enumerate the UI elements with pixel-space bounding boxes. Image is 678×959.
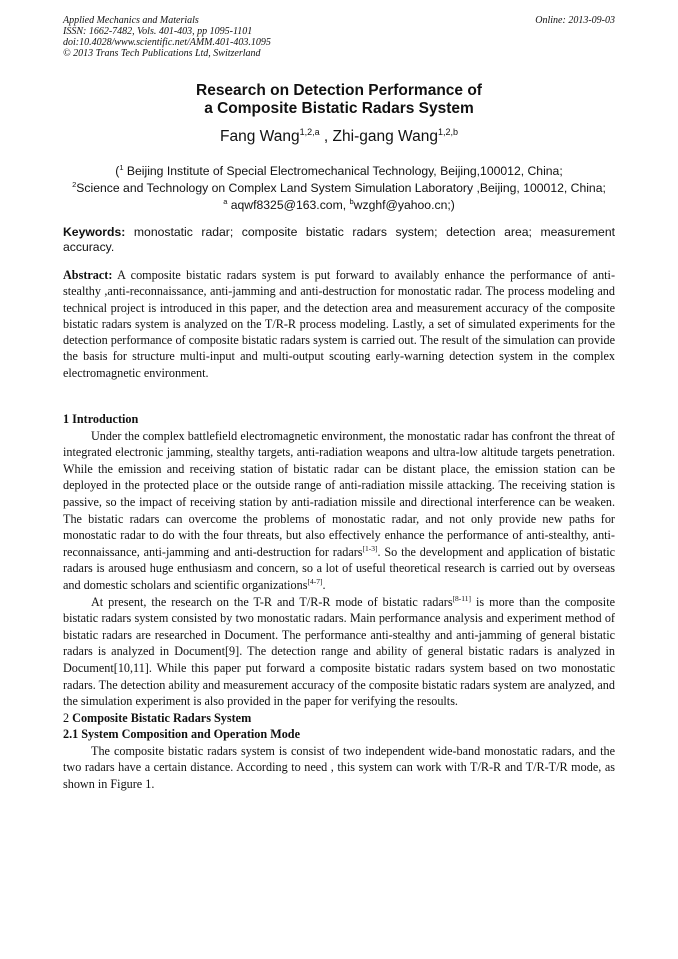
journal-header [63, 15, 271, 59]
affiliation-1 [63, 163, 615, 180]
section-title: Composite Bistatic Radars System [72, 710, 252, 725]
journal-name: Applied Mechanics and Materials [63, 15, 199, 26]
author-list [0, 128, 678, 146]
email-b: wzghf@yahoo.cn;) [353, 198, 455, 212]
affiliation-sup: 2 [72, 179, 77, 189]
section-heading-introduction: 1 Introduction [63, 412, 139, 426]
keywords [63, 225, 615, 255]
paragraph [63, 594, 615, 710]
online-date: Online: 2013-09-03 [535, 15, 615, 26]
title-line-2: a Composite Bistatic Radars System [204, 100, 474, 117]
affiliations [63, 163, 615, 214]
paper-title [0, 82, 678, 118]
title-line-1: Research on Detection Performance of [196, 82, 482, 99]
email-sup: a [223, 196, 228, 206]
subsection-heading: 2.1 System Composition and Operation Mode [63, 727, 300, 742]
paragraph-text: Under the complex battlefield electromagnetic environment, the monostatic radar has confront the threat of integrated electronic jamming, stealthy targets, anti-radiation weapons and ultra-low altitude targets penetration. While the emission and receiving station of bistatic radar can be distant place, the emission station can be deployed in the protected place or the outside range of anti-radiation missile attacking. The receiving station is passive, so the impact of receiving station by anti-radiation missile and directional interference can be weaken. The bistatic radars can overcome the problems of monostatic radar, and not only provide new paths for monostatic radar to do with the four threats, but also effectively enhance the performance of anti-stealthy, anti-reconnaissance, anti-jamming and anti-destruction for radars [63, 428, 615, 559]
paragraph-text: At present, the research on the T-R and T/R-R mode of bistatic radars [91, 594, 453, 609]
affiliation-text: Science and Technology on Complex Land System Simulation Laboratory ,Beijing, 100012, China; [76, 181, 606, 195]
abstract [63, 267, 615, 381]
keywords-label: Keywords: [63, 225, 126, 239]
paragraph-text: is more than the composite bistatic radars system consisted by two monostatic radars. Main performance analysis and experiment method of bistatic radars are researched in Document. The performance anti-stealthy and anti-jamming of general bistatic radars is analyzed in Document[9]. The detection range and ability of general bistatic radars is analyzed in Document[10,11]. While this paper put forward a composite bistatic radars system based on two monostatic radars. The detection ability and measurement accuracy of the composite bistatic radars system are analyzed, and the simulation experiment is also provided in the paper for verifying the resoults. [63, 594, 615, 709]
journal-doi: doi:10.4028/www.scientific.net/AMM.401-403.1095 [63, 37, 271, 48]
paragraph: The composite bistatic radars system is consist of two independent wide-band monostatic radars, and the two radars have a certain distance. According to need , this system can work with T/R-R and T/R-T/R mode, as shown in Figure 1. [63, 743, 615, 792]
affiliation-paren: ( [115, 164, 120, 178]
paper-body [63, 411, 615, 793]
author-emails [63, 197, 615, 214]
author-name: Fang Wang [220, 128, 300, 145]
email-sup: b [349, 196, 354, 206]
paragraph-text: . [322, 577, 326, 592]
affiliation-2 [54, 180, 624, 197]
affiliation-text: Beijing Institute of Special Electromechanical Technology, Beijing,100012, China; [123, 164, 563, 178]
email-a: aqwf8325@163.com, [227, 198, 350, 212]
abstract-text: A composite bistatic radars system is put forward to availably enhance the performance of anti-stealthy ,anti-reconnaissance, anti-jamming and anti-destruction for monostatic radar. The process modeling and technical project is introduced in this paper, and the detection area and measurement accuracy of the composite bistatic radars system is analyzed on the T/R-R process modeling. Lastly, a set of simulated experiments for the detection performance of composite bistatic radars system is carried out. The result of the simulation can provide the basis for structure multi-input and multi-output scouting early-warning detection system in the complex electromagnetic environment. [63, 268, 615, 380]
journal-copyright: © 2013 Trans Tech Publications Ltd, Switzerland [63, 48, 261, 59]
author-sup: 1,2,b [437, 126, 458, 137]
journal-issn: ISSN: 1662-7482, Vols. 401-403, pp 1095-1101 [63, 26, 253, 37]
section-number: 2 [63, 710, 73, 725]
citation: [1-3] [362, 543, 378, 553]
citation: [4-7] [307, 576, 323, 586]
keywords-text: monostatic radar; composite bistatic radars system; detection area; measurement accuracy. [63, 225, 615, 254]
section-heading-composite [63, 710, 615, 727]
affiliation-sup: 1 [119, 162, 124, 172]
author-sup: 1,2,a [299, 126, 320, 137]
paragraph-text: . So the development and application of bistatic radars is aroused huge enthusiasm and concern, so a lot of useful theoretical research is carried out by overseas and domestic scholars and scientific organizations [63, 544, 615, 592]
author-name: Zhi-gang Wang [332, 128, 438, 145]
author-separator: , [323, 128, 333, 145]
paragraph [63, 428, 615, 594]
citation: [8-11] [452, 593, 472, 603]
abstract-label: Abstract: [63, 268, 113, 282]
